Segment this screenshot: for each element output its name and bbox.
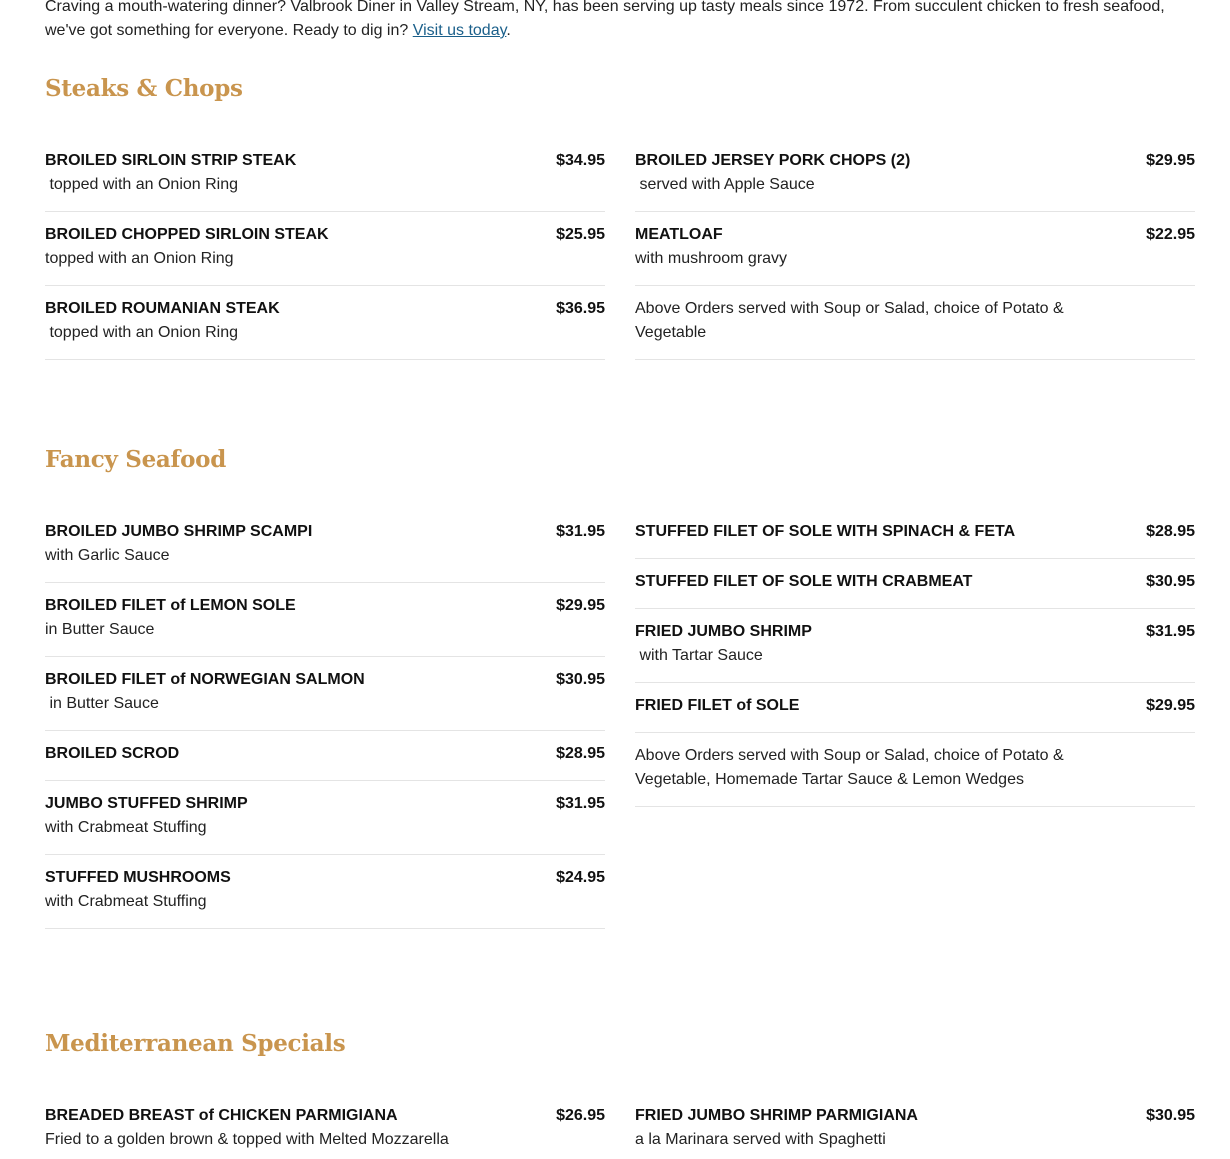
menu-item — [45, 855, 605, 929]
section-title: Steaks & Chops — [45, 75, 243, 102]
menu-item-name: BROILED SIRLOIN STRIP STEAK — [45, 152, 297, 169]
menu-item — [45, 1093, 605, 1159]
menu-item — [635, 509, 1195, 559]
menu-item — [635, 683, 1195, 733]
menu-item-description: served with Apple Sauce — [635, 176, 815, 193]
menu-item-description: with Tartar Sauce — [635, 647, 763, 664]
menu-item-price: $29.95 — [1146, 152, 1195, 169]
menu-item-description: with Crabmeat Stuffing — [45, 819, 207, 836]
menu-item — [635, 559, 1195, 609]
menu-item-name: BROILED FILET of NORWEGIAN SALMON — [45, 671, 365, 688]
intro-paragraph — [45, 0, 1195, 43]
menu-item-name: FRIED JUMBO SHRIMP PARMIGIANA — [635, 1107, 918, 1124]
menu-item — [635, 138, 1195, 212]
menu-column-left — [45, 1093, 605, 1159]
menu-note-text: Above Orders served with Soup or Salad, choice of Potato & Vegetable, Homemade Tartar Sauce & Lemon Wedges — [635, 747, 1064, 788]
menu-item-row — [635, 223, 1195, 247]
menu-item-row — [45, 866, 605, 890]
menu-column-left — [45, 138, 605, 360]
menu-item-row — [45, 1104, 605, 1128]
section-title: Fancy Seafood — [45, 446, 226, 473]
menu-item-price: $30.95 — [1146, 573, 1195, 590]
menu-item-row — [45, 520, 605, 544]
menu-item-price: $29.95 — [556, 597, 605, 614]
menu-item-row — [45, 149, 605, 173]
menu-item-price: $30.95 — [556, 671, 605, 688]
section-mediterranean-specials — [45, 1029, 1195, 1148]
menu-item-description: topped with an Onion Ring — [45, 176, 239, 193]
menu-item-row — [635, 520, 1195, 544]
menu-item-name: BROILED JERSEY PORK CHOPS (2) — [635, 152, 911, 169]
menu-item-description: in Butter Sauce — [45, 695, 159, 712]
menu-item-name: STUFFED MUSHROOMS — [45, 869, 231, 886]
menu-item — [45, 509, 605, 583]
menu-item-name: STUFFED FILET OF SOLE WITH CRABMEAT — [635, 573, 973, 590]
menu-note — [635, 286, 1195, 360]
intro-text: Craving a mouth-watering dinner? Valbrook Diner in Valley Stream, NY, has been serving up tasty meals since 1972. From succulent chicken to fresh seafood, we've got something for everyone. Ready to dig in? — [45, 0, 1165, 39]
menu-item-name: MEATLOAF — [635, 226, 723, 243]
menu-item-row — [45, 297, 605, 321]
menu-item-row — [45, 742, 605, 766]
menu-item-name: FRIED JUMBO SHRIMP — [635, 623, 812, 640]
section-title: Mediterranean Specials — [45, 1030, 346, 1057]
menu-item-price: $25.95 — [556, 226, 605, 243]
menu-item-description: topped with an Onion Ring — [45, 250, 234, 267]
menu-item-price: $31.95 — [556, 523, 605, 540]
menu-item-row — [635, 620, 1195, 644]
menu-column-right — [635, 138, 1195, 360]
menu-item-name: BROILED JUMBO SHRIMP SCAMPI — [45, 523, 313, 540]
menu-item — [635, 212, 1195, 286]
menu-item — [45, 286, 605, 360]
menu-item-price: $34.95 — [556, 152, 605, 169]
menu-item-row — [45, 668, 605, 692]
menu-item — [45, 731, 605, 781]
menu-item-price: $28.95 — [556, 745, 605, 762]
menu-item-row — [635, 570, 1195, 594]
menu-item-name: JUMBO STUFFED SHRIMP — [45, 795, 248, 812]
menu-item-description: Fried to a golden brown & topped with Melted Mozzarella — [45, 1131, 449, 1148]
menu-item-price: $31.95 — [1146, 623, 1195, 640]
menu-item-row — [45, 792, 605, 816]
menu-item-name: BROILED SCROD — [45, 745, 180, 762]
menu-item-price: $31.95 — [556, 795, 605, 812]
menu-item-price: $29.95 — [1146, 697, 1195, 714]
menu-item-price: $24.95 — [556, 869, 605, 886]
visit-us-link[interactable]: Visit us today — [412, 22, 507, 39]
menu-column-right — [635, 509, 1195, 807]
menu-item-row — [45, 594, 605, 618]
menu-item-description: with Crabmeat Stuffing — [45, 893, 207, 910]
menu-item-row — [635, 149, 1195, 173]
menu-item-description: topped with an Onion Ring — [45, 324, 239, 341]
menu-item-description: a la Marinara served with Spaghetti — [635, 1131, 886, 1148]
menu-column-left — [45, 509, 605, 929]
menu-column-right — [635, 1093, 1195, 1159]
menu-item-name: BROILED CHOPPED SIRLOIN STEAK — [45, 226, 329, 243]
menu-item-price: $36.95 — [556, 300, 605, 317]
menu-item-name: STUFFED FILET OF SOLE WITH SPINACH & FETA — [635, 523, 1016, 540]
menu-item — [45, 138, 605, 212]
menu-item-row — [635, 1104, 1195, 1128]
menu-item — [45, 657, 605, 731]
menu-note-text: Above Orders served with Soup or Salad, choice of Potato & Vegetable — [635, 300, 1064, 341]
menu-item-price: $22.95 — [1146, 226, 1195, 243]
menu-item — [45, 781, 605, 855]
section-steaks-chops — [45, 74, 1195, 341]
menu-note — [635, 733, 1195, 807]
menu-item-name: FRIED FILET of SOLE — [635, 697, 800, 714]
menu-item-description: with Garlic Sauce — [45, 547, 170, 564]
menu-item-price: $28.95 — [1146, 523, 1195, 540]
menu-item-name: BROILED ROUMANIAN STEAK — [45, 300, 280, 317]
menu-item-price: $26.95 — [556, 1107, 605, 1124]
menu-item — [635, 1093, 1195, 1159]
section-fancy-seafood — [45, 445, 1195, 910]
menu-item — [635, 609, 1195, 683]
menu-item — [45, 212, 605, 286]
menu-item-row — [45, 223, 605, 247]
menu-item — [45, 583, 605, 657]
menu-item-description: in Butter Sauce — [45, 621, 155, 638]
menu-item-row — [635, 694, 1195, 718]
menu-item-description: with mushroom gravy — [635, 250, 788, 267]
menu-item-price: $30.95 — [1146, 1107, 1195, 1124]
menu-item-name: BROILED FILET of LEMON SOLE — [45, 597, 296, 614]
menu-item-name: BREADED BREAST of CHICKEN PARMIGIANA — [45, 1107, 398, 1124]
intro-after: . — [506, 22, 511, 39]
